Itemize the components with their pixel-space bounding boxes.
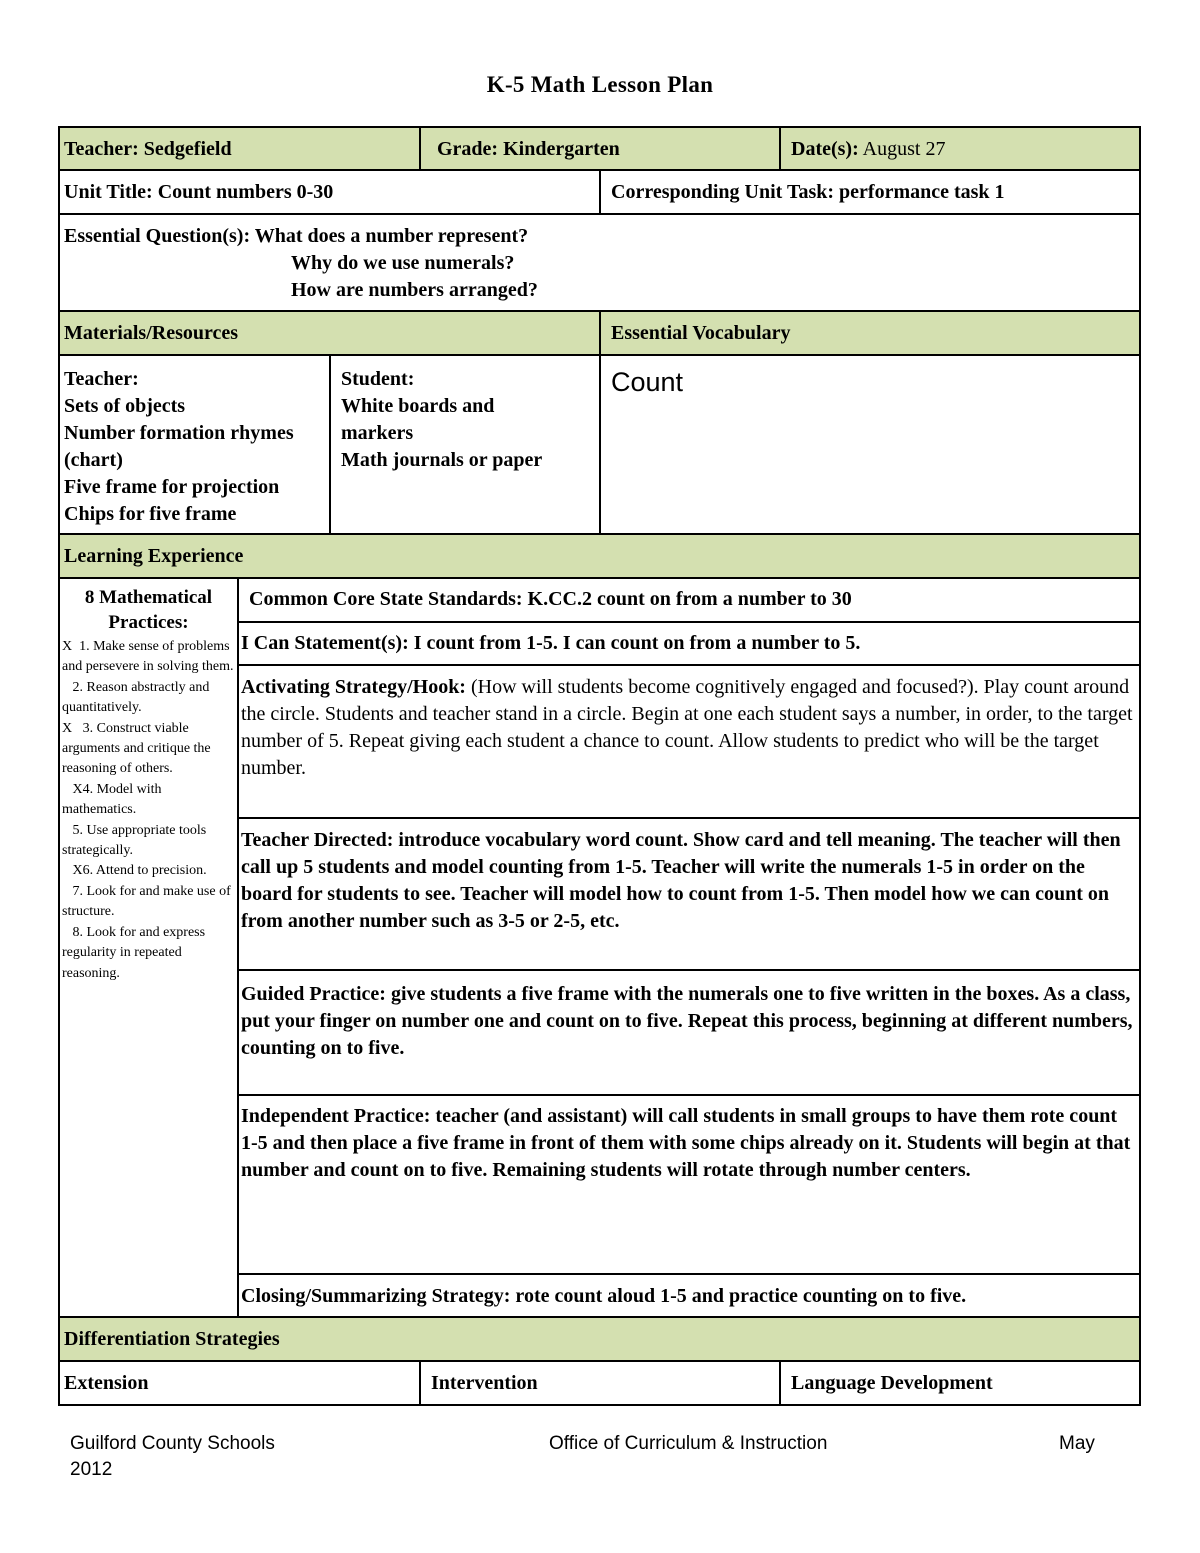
materials-heading: Materials/Resources xyxy=(60,312,601,354)
math-practices-title: 8 Mathematical Practices: xyxy=(84,587,213,633)
standards-cell: Common Core State Standards: K.CC.2 count on from a number to 30 xyxy=(239,579,1139,623)
footer-center: Office of Curriculum & Instruction xyxy=(549,1433,828,1454)
math-practice-item: X4. Model with mathematics. xyxy=(62,781,166,818)
materials-row xyxy=(58,356,1141,535)
essential-questions-label: Essential Question(s): xyxy=(64,225,251,247)
teacher-materials-label: Teacher: xyxy=(64,368,139,390)
teacher-material-item: (chart) xyxy=(64,449,123,471)
dates-value: August 27 xyxy=(862,138,946,160)
independent-practice-cell: Independent Practice: teacher (and assistant) will call students in small groups to have them rote count 1-5 and then place a five frame in front of them with some chips already on it. Students will begin at that number and count on to five. Remaining students will rotate through number centers. xyxy=(239,1096,1139,1275)
learning-experience-heading-row xyxy=(58,535,1141,579)
vocabulary-cell xyxy=(601,356,1139,533)
math-practice-item: 8. Look for and express regularity in repeated reasoning. xyxy=(62,924,209,981)
math-practice-item: X 3. Construct viable arguments and critique the reasoning of others. xyxy=(62,720,215,777)
teacher-material-item: Number formation rhymes xyxy=(64,422,294,444)
header-row xyxy=(58,126,1141,171)
teacher-directed-cell: Teacher Directed: introduce vocabulary word count. Show card and tell meaning. The teacher will then call up 5 students and model counting from 1-5. Teacher will write the numerals 1-5 in order on the board for students to see. Teacher will model how to count from 1-5. Then model how we can count on from another number such as 3-5 or 2-5, etc. xyxy=(239,819,1139,971)
differentiation-heading-row xyxy=(58,1318,1141,1362)
student-materials-label: Student: xyxy=(341,368,415,390)
essential-question-2: Why do we use numerals? xyxy=(291,252,515,274)
activating-strategy-label: Activating Strategy/Hook: xyxy=(241,676,466,698)
student-material-item: markers xyxy=(341,422,414,444)
document-title: K-5 Math Lesson Plan xyxy=(486,72,714,97)
teacher-materials-cell xyxy=(60,356,331,533)
materials-heading-row xyxy=(58,312,1141,356)
i-can-cell: I Can Statement(s): I count from 1-5. I can count on from a number to 5. xyxy=(239,623,1139,666)
unit-row xyxy=(58,171,1141,215)
teacher-material-item: Five frame for projection xyxy=(64,476,280,498)
differentiation-heading: Differentiation Strategies xyxy=(64,1328,280,1350)
learning-experience-block xyxy=(58,579,1141,1318)
essential-question-3: How are numbers arranged? xyxy=(291,279,538,301)
teacher-cell: Teacher: Sedgefield xyxy=(60,128,421,169)
student-material-item: Math journals or paper xyxy=(341,449,543,471)
dates-cell xyxy=(781,128,1139,169)
student-materials-cell xyxy=(331,356,601,533)
vocabulary-words: Count xyxy=(611,367,684,397)
unit-title-cell: Unit Title: Count numbers 0-30 xyxy=(60,171,601,213)
closing-strategy-cell: Closing/Summarizing Strategy: rote count aloud 1-5 and practice counting on to five. xyxy=(241,1285,967,1307)
essential-questions-cell xyxy=(60,215,1139,310)
math-practice-item: X 1. Make sense of problems and persevere in solving them. xyxy=(62,639,234,675)
footer-right: May xyxy=(1059,1433,1095,1454)
footer-left xyxy=(70,1431,275,1483)
math-practice-item: X6. Attend to precision. xyxy=(62,863,207,879)
teacher-material-item: Sets of objects xyxy=(64,395,186,417)
footer-org: Guilford County Schools xyxy=(70,1433,275,1454)
learning-experience-main xyxy=(239,579,1139,1316)
math-practice-item: 7. Look for and make use of structure. xyxy=(62,883,235,920)
grade-cell: Grade: Kindergarten xyxy=(421,128,781,169)
teacher-material-item: Chips for five frame xyxy=(64,503,237,525)
vocabulary-heading: Essential Vocabulary xyxy=(611,322,791,344)
guided-practice-cell: Guided Practice: give students a five frame with the numerals one to five written in the boxes. As a class, put your finger on number one and count on to five. Repeat this process, beginning at different numbers, counting on to five. xyxy=(239,971,1139,1096)
differentiation-row xyxy=(58,1362,1141,1406)
language-development-cell: Language Development xyxy=(791,1372,993,1394)
math-practice-item: 2. Reason abstractly and quantitatively. xyxy=(62,679,213,716)
math-practices-list xyxy=(62,637,235,984)
footer-year: 2012 xyxy=(70,1459,113,1480)
activating-strategy-cell xyxy=(239,666,1139,819)
unit-task-cell: Corresponding Unit Task: performance task 1 xyxy=(611,181,1005,203)
essential-question-1: What does a number represent? xyxy=(254,225,529,247)
math-practice-item: 5. Use appropriate tools strategically. xyxy=(62,822,210,859)
activating-strategy-text: (How will students become cognitively engaged and focused?). Play count around the circle. Students and teacher stand in a circle. Begin at one each student says a number, in order, to the target number of 5. Repeat giving each student a chance to count. Allow students to predict who will be the target number. xyxy=(241,676,1133,779)
essential-questions-row xyxy=(58,215,1141,312)
math-practices-cell xyxy=(60,579,239,1316)
intervention-cell: Intervention xyxy=(421,1362,781,1404)
learning-experience-heading: Learning Experience xyxy=(64,545,244,567)
dates-label: Date(s): xyxy=(791,138,859,160)
student-material-item: White boards and xyxy=(341,395,495,417)
extension-cell: Extension xyxy=(60,1362,421,1404)
